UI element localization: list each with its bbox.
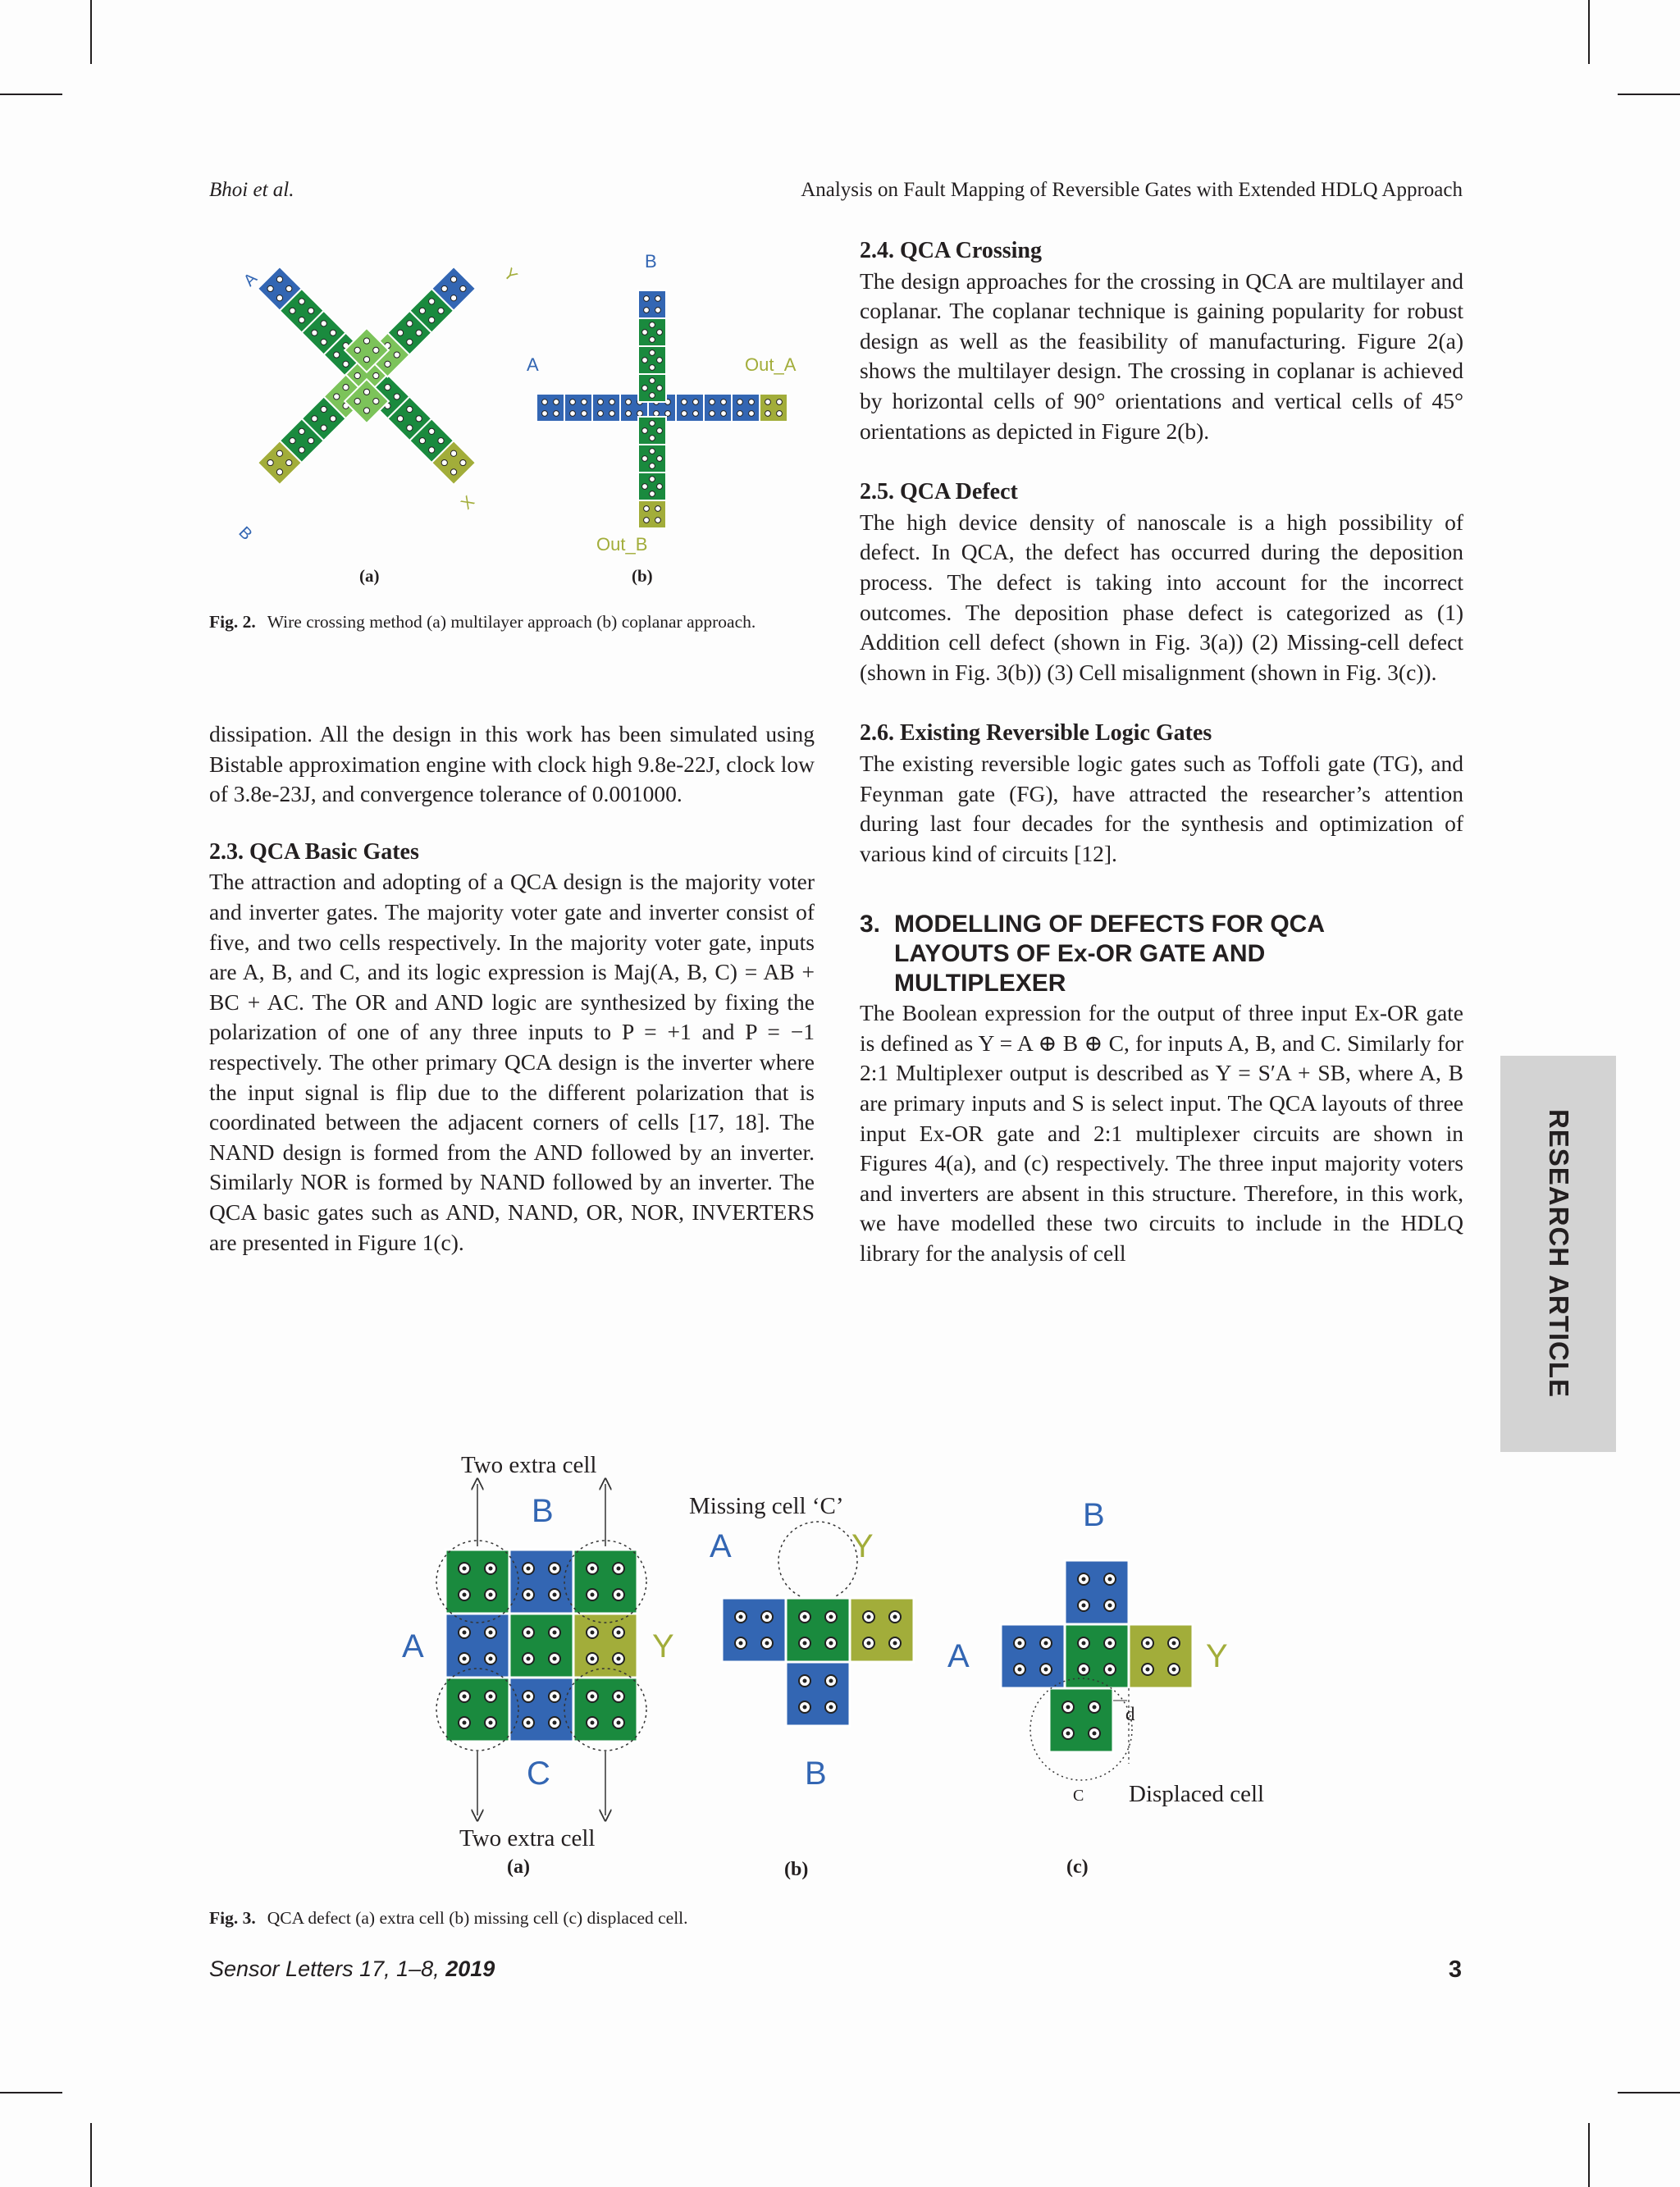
fig2b-crossing bbox=[536, 290, 788, 528]
crop-mark bbox=[1588, 2123, 1590, 2187]
heading-2-5-number: 2.5. bbox=[860, 479, 894, 505]
fig2a-label-y: Y bbox=[500, 264, 521, 285]
fig3c-note: Displaced cell bbox=[1129, 1781, 1265, 1807]
heading-3 bbox=[860, 910, 1463, 998]
fig2-caption-text: Wire crossing method (a) multilayer approach (b) coplanar approach. bbox=[267, 612, 756, 632]
fig2-caption bbox=[209, 610, 814, 634]
heading-2-3-title: QCA Basic Gates bbox=[249, 838, 419, 865]
crop-mark bbox=[0, 2092, 62, 2093]
fig2b-label-a: A bbox=[527, 354, 539, 375]
paragraph-defect: The high device density of nanoscale is a high possibility of defect. In QCA, the defect has occurred during the deposition process. The defect is taking into account for the incorrect outcomes. The deposition phase defect is categorized as (1) Addition cell defect (shown in Fig. 3(a)) (2) Missing-cell defect (shown in Fig. 3(b)) (3) Cell misalignment (shown in Fig. 3(c)). bbox=[860, 509, 1463, 685]
heading-2-4 bbox=[860, 236, 1463, 267]
fig3b-missing-cell-circle bbox=[778, 1522, 857, 1600]
heading-2-4-title: QCA Crossing bbox=[900, 238, 1042, 263]
fig2-sub-b: (b) bbox=[632, 566, 653, 586]
fig3-sub-b: (b) bbox=[784, 1859, 809, 1880]
crop-mark bbox=[90, 2123, 92, 2187]
fig3b-label-a: A bbox=[710, 1528, 732, 1564]
footer-journal bbox=[209, 1956, 495, 1982]
research-article-label: RESEARCH ARTICLE bbox=[1544, 1108, 1574, 1399]
heading-3-line-1: MODELLING OF DEFECTS FOR QCA bbox=[894, 911, 1325, 938]
running-header-authors: Bhoi et al. bbox=[209, 179, 294, 201]
fig3c-label-y: Y bbox=[1206, 1638, 1228, 1674]
fig3a-bottom-note: Two extra cell bbox=[459, 1825, 596, 1851]
fig3c-label-b: B bbox=[1083, 1497, 1105, 1533]
left-column bbox=[209, 719, 815, 1258]
heading-2-4-number: 2.4. bbox=[860, 238, 894, 263]
fig2-caption-label: Fig. 2. bbox=[209, 612, 256, 632]
fig2-sub-a: (a) bbox=[359, 566, 380, 586]
paragraph-dissipation: dissipation. All the design in this work has been simulated using Bistable approximation engine with clock high 9.8e-22J, clock low of 3.8e-23J, and convergence tolerance of 0.001000. bbox=[209, 721, 815, 807]
running-header-title: Analysis on Fault Mapping of Reversible Gates with Extended HDLQ Approach bbox=[801, 179, 1463, 201]
fig3c-label-c: C bbox=[1073, 1787, 1084, 1805]
crop-mark bbox=[1618, 94, 1680, 95]
fig3a-cell-grid bbox=[445, 1550, 637, 1742]
fig3a-label-c: C bbox=[527, 1756, 550, 1792]
crop-mark bbox=[1588, 0, 1590, 64]
heading-3-number: 3. bbox=[860, 911, 881, 938]
fig3a-top-note: Two extra cell bbox=[461, 1452, 597, 1478]
fig3a-label-a: A bbox=[402, 1628, 424, 1664]
paragraph-reversible: The existing reversible logic gates such as Toffoli gate (TG), and Feynman gate (FG), have attracted the researcher’s attention during last four decades for the synthesis and optimization of various kind of circuits [12]. bbox=[860, 750, 1463, 866]
figure-3 bbox=[386, 1440, 1321, 1907]
footer-year: 2019 bbox=[445, 1956, 495, 1981]
heading-2-3 bbox=[209, 838, 815, 868]
heading-3-line-2: LAYOUTS OF Ex-OR GATE AND bbox=[894, 940, 1266, 968]
fig3c-label-d: d bbox=[1125, 1704, 1135, 1724]
fig3b-label-y: Y bbox=[851, 1528, 874, 1564]
fig3-sub-a: (a) bbox=[507, 1856, 530, 1878]
fig2b-label-b: B bbox=[645, 251, 657, 272]
heading-2-3-number: 2.3. bbox=[209, 838, 244, 865]
fig3-caption bbox=[209, 1906, 1464, 1930]
heading-2-6-title: Existing Reversible Logic Gates bbox=[900, 720, 1212, 747]
fig3b-note: Missing cell ‘C’ bbox=[689, 1493, 844, 1519]
crop-mark bbox=[90, 0, 92, 64]
fig2a-label-a: A bbox=[240, 269, 261, 290]
fig2b-label-out-a: Out_A bbox=[745, 354, 797, 375]
paragraph-basic-gates: The attraction and adopting of a QCA design is the majority voter and inverter gates. The majority voter gate and inverter consist of five, and two cells respectively. In the majority voter gate, inputs are A, B, and C, and its logic expression is Maj(A, B, C) = AB + BC + AC. The OR and AND logic are synthesized by fixing the polarization of one of any three inputs to P = +1 and P = −1 respectively. The other primary QCA design is the inverter where the input signal is flip due to the different polarization that is coordinated between the adjacent corners of cells [17, 18]. The NAND design is formed from the AND followed by an inverter. Similarly NOR is formed by NAND followed by an inverter. The QCA basic gates such as AND, NAND, OR, NOR, INVERTERS are presented in Figure 1(c). bbox=[209, 869, 815, 1255]
crop-mark bbox=[1618, 2092, 1680, 2093]
fig3-sub-c: (c) bbox=[1066, 1856, 1089, 1878]
paragraph-modelling: The Boolean expression for the output of three input Ex-OR gate is defined as Y = A ⊕ B ⊕ C, for inputs A, B, and C. Similarly for 2:1 Multiplexer output is described as Y = S′A + SB, where A, B are primary inputs and S is select input. The QCA layouts of three input Ex-OR gate and 2:1 multiplexer circuits are shown in Figures 4(a), and (c) respectively. The three input majority voters and inverters are absent in this structure. Therefore, in this work, we have modelled these two circuits to include in the HDLQ library for the analysis of cell bbox=[860, 1000, 1463, 1267]
figure-2 bbox=[230, 238, 804, 562]
fig2a-label-b: B bbox=[235, 523, 256, 544]
fig2a-label-x: X bbox=[457, 492, 478, 514]
fig2b-label-out-b: Out_B bbox=[596, 534, 648, 555]
paragraph-crossing: The design approaches for the crossing in QCA are multilayer and coplanar. The coplanar technique is gaining popularity for robust design as well as the feasibility of manufacturing. Figure 2(a) shows the multilayer design. The crossing in coplanar is achieved by horizontal cells of 90° orientations and vertical cells of 45° orientations as depicted in Figure 2(b). bbox=[860, 267, 1463, 444]
heading-2-5-title: QCA Defect bbox=[900, 479, 1018, 505]
heading-2-6 bbox=[860, 719, 1463, 749]
heading-3-line-3: MULTIPLEXER bbox=[894, 970, 1066, 998]
fig3b-cells bbox=[722, 1598, 914, 1726]
page-number: 3 bbox=[1448, 1956, 1462, 1983]
fig3b-label-b: B bbox=[805, 1756, 827, 1792]
fig2a-crossing bbox=[230, 238, 563, 562]
fig3-caption-label: Fig. 3. bbox=[209, 1908, 256, 1928]
heading-2-6-number: 2.6. bbox=[860, 720, 894, 747]
fig3-caption-text: QCA defect (a) extra cell (b) missing cell (c) displaced cell. bbox=[267, 1908, 688, 1928]
crop-mark bbox=[0, 94, 62, 95]
fig3c-label-a: A bbox=[947, 1638, 970, 1674]
fig3a-label-b: B bbox=[532, 1493, 554, 1529]
heading-2-5 bbox=[860, 477, 1463, 508]
fig3c-cells bbox=[1001, 1560, 1193, 1752]
footer-journal-name: Sensor Letters 17, 1–8, bbox=[209, 1956, 440, 1981]
right-column bbox=[860, 236, 1463, 1269]
fig3a-label-y: Y bbox=[652, 1628, 674, 1664]
